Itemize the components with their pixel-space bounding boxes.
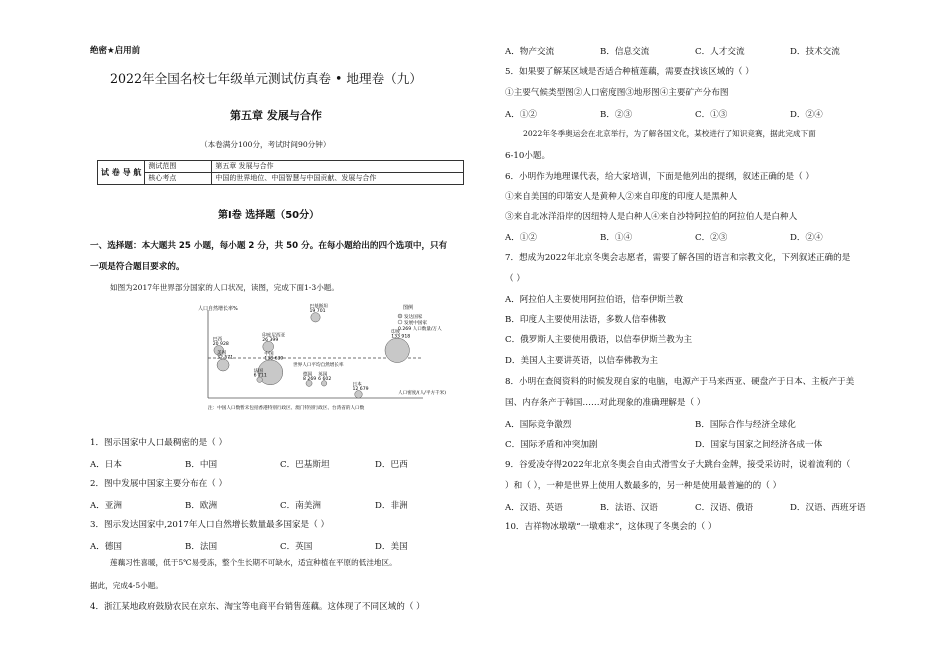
legend-population: 0.269 人口数量/万人 <box>398 327 442 332</box>
section-title: 第Ⅰ卷 选择题（50分） <box>218 210 320 221</box>
q5-option-c: C．①③ <box>695 110 728 120</box>
q4-option-b: B．信息交流 <box>600 47 650 57</box>
chart-note: 注：中国人口数暂未包括香港特别行政区、澳门特别行政区、台湾省的人口数 <box>208 406 365 411</box>
q5-option-a: A．①② <box>505 110 537 120</box>
q7-option-b: B．印度人主要使用法语，多数人信奉佛教 <box>505 315 667 325</box>
chart-point-pop-4: 32 571 <box>217 355 234 361</box>
question-10: 10．吉祥物冰墩墩“一墩难求”，这体现了冬奥会的（ ） <box>505 522 717 532</box>
chart-point-label-6: 法国 <box>253 368 263 374</box>
q8-option-b: B．国际合作与经济全球化 <box>695 420 796 430</box>
guide-row2-value: 中国的世界地位、中国智慧与中国贡献、发展与合作 <box>212 173 464 185</box>
guide-row2-label: 核心考点 <box>145 173 212 185</box>
q9-option-b: B．法语、汉语 <box>600 503 658 513</box>
chart-point-label-8: 英国 <box>318 372 328 378</box>
q1-option-d: D．巴西 <box>375 460 408 470</box>
passage2-line1: 莲藕习性喜暖，低于5℃易受冻，整个生长期不可缺水，适宜种植在平原的低洼地区。 <box>110 558 397 567</box>
question-4: 4．浙江某地政府鼓励农民在京东、淘宝等电商平台销售莲藕。这体现了不同区域的（ ） <box>90 602 425 612</box>
chart-point-label-1: 印度尼西亚 <box>262 333 286 339</box>
chart-point-label-4: 美国 <box>217 350 227 356</box>
q4-option-c: C．人才交流 <box>695 47 745 57</box>
chart-xlabel: 人口密度/(人/平方千米) <box>398 391 447 396</box>
q3-option-c: C．英国 <box>280 542 313 552</box>
question-7-line1: 7．想成为2022年北京冬奥会志愿者，需要了解各国的语言和宗教文化，下列叙述正确的是 <box>505 253 851 263</box>
q2-option-c: C．南美洲 <box>280 501 321 511</box>
chart-point-pop-0: 19 701 <box>309 309 326 315</box>
q6-line2: ③来自北冰洋沿岸的因纽特人是白种人④来自沙特阿拉伯的阿拉伯人是白种人 <box>505 212 798 222</box>
q3-option-b: B．法国 <box>185 542 218 552</box>
q4-option-a: A．物产交流 <box>505 47 555 57</box>
chart-point-pop-6: 6 711 <box>253 373 267 379</box>
instructions-line2: 一项是符合题目要求的。 <box>90 262 185 272</box>
chart-point-pop-8: 6 602 <box>318 377 332 383</box>
q8-option-c: C．国际矛盾和冲突加剧 <box>505 440 598 450</box>
q5-option-b: B．②③ <box>600 110 633 120</box>
question-8-line1: 8．小明在查阅资料的时候发现自家的电脑，电源产于马来西亚、硬盘产于日本、主板产于美 <box>505 377 855 387</box>
chart-point-1 <box>263 341 274 352</box>
legend-marker-developing <box>398 320 402 324</box>
question-2: 2．图中发展中国家主要分布在（ ） <box>90 479 228 489</box>
question-5: 5．如果要了解某区域是否适合种植莲藕，需要查找该区域的（ ） <box>505 67 754 77</box>
question-8-line2: 国、内存条产于韩国……对此现象的准确理解是（ ） <box>505 398 706 408</box>
q9-option-d: D．汉语、西班牙语 <box>790 503 866 513</box>
q6-option-d: D．②④ <box>790 233 823 243</box>
question-6: 6．小明作为地理课代表，给大家培训，下面是他列出的提纲，叙述正确的是（ ） <box>505 172 814 182</box>
chart-legend-title: 图例 <box>403 305 414 311</box>
q3-option-a: A．德国 <box>90 542 122 552</box>
chart-point-4 <box>217 359 229 371</box>
chart-point-label-2: 印度 <box>391 330 401 336</box>
guide-row1-label: 测试范围 <box>145 161 212 173</box>
q5-items: ①主要气候类型图②人口密度图③地形图④主要矿产分布图 <box>505 88 729 98</box>
chart-threshold-label: 世界人口平均自然增长率 <box>293 363 344 368</box>
legend-developing: 发展中国家 <box>404 321 427 326</box>
q6-line1: ①来自美国的印第安人是黄种人②来自印度的印度人是黑种人 <box>505 192 738 202</box>
q2-option-b: B．欧洲 <box>185 501 218 511</box>
q1-option-b: B．中国 <box>185 460 218 470</box>
q9-option-a: A．汉语、英语 <box>505 503 563 513</box>
chart-point-label-7: 德国 <box>303 372 313 378</box>
chapter-title: 第五章 发展与合作 <box>230 109 322 122</box>
legend-developed: 发达国家 <box>404 315 423 320</box>
q9-option-c: C．汉语、俄语 <box>695 503 754 513</box>
q4-option-d: D．技术交流 <box>790 47 840 57</box>
q2-option-d: D．非洲 <box>375 501 408 511</box>
question-9-line2: ）和（ ），一种是世界上使用人数最多的，另一种是使用最普遍的的（ ） <box>505 481 782 491</box>
q3-option-d: D．美国 <box>375 542 408 552</box>
score-note: （本卷满分100分，考试时间90分钟） <box>200 140 331 149</box>
question-9-line1: 9．谷爱凌夺得2022年北京冬奥会自由式滑雪女子大跳台金牌，接受采访时，说着流利的（ <box>505 460 851 470</box>
guide-label: 试 卷 导 航 <box>98 161 145 185</box>
guide-row1-value: 第五章 发展与合作 <box>212 161 464 173</box>
chart-point-pop-5: 138 639 <box>264 356 284 362</box>
q1-option-c: C．巴基斯坦 <box>280 460 330 470</box>
question-1: 1．图示国家中人口最稠密的是（ ） <box>90 438 228 448</box>
page-title: 2022年全国名校七年级单元测试仿真卷 • 地理卷（九） <box>110 71 422 86</box>
chart-point-pop-3: 20 928 <box>212 342 229 348</box>
chart-point-label-0: 巴基斯坦 <box>309 304 328 310</box>
q2-option-a: A．亚洲 <box>90 501 122 511</box>
secret-label: 绝密★启用前 <box>90 46 141 56</box>
chart-point-pop-2: 133 918 <box>391 334 411 340</box>
chart-point-pop-9: 12 679 <box>352 387 369 393</box>
question-7-line2: （ ） <box>505 274 525 284</box>
passage2-line2: 据此，完成4-5小题。 <box>90 581 163 590</box>
question-3: 3．图示发达国家中,2017年人口自然增长数量最多国家是（ ） <box>90 520 330 530</box>
chart-intro: 如图为2017年世界部分国家的人口状况，读图，完成下面1-3小题。 <box>110 283 339 292</box>
instructions-line1: 一、选择题：本大题共 25 小题，每小题 2 分，共 50 分。在每小题给出的四个选项中，只有 <box>90 241 448 251</box>
q6-option-c: C．②③ <box>695 233 728 243</box>
guide-table <box>97 160 464 185</box>
q8-option-a: A．国际竞争激烈 <box>505 420 572 430</box>
q6-option-b: B．①④ <box>600 233 633 243</box>
chart-point-label-9: 日本 <box>352 382 362 388</box>
chart-legend <box>398 304 442 332</box>
q6-option-a: A．①② <box>505 233 537 243</box>
legend-marker-developed <box>398 314 402 318</box>
chart-point-label-3: 巴西 <box>212 337 222 343</box>
q8-option-d: D．国家与国家之间经济各成一体 <box>695 440 823 450</box>
q7-option-a: A．阿拉伯人主要使用阿拉伯语，信奉伊斯兰教 <box>505 295 684 305</box>
chart-point-pop-1: 26 399 <box>262 337 279 343</box>
chart-point-label-5: 中国 <box>264 351 274 357</box>
q1-option-a: A．日本 <box>90 460 122 470</box>
q7-option-d: D．美国人主要讲英语，以信奉佛教为主 <box>505 356 658 366</box>
chart-point-2 <box>385 338 409 362</box>
chart-ylabel: 人口自然增长率% <box>198 306 238 312</box>
population-chart <box>198 302 468 414</box>
passage3-line2: 6-10小题。 <box>505 151 551 161</box>
q7-option-c: C．俄罗斯人主要使用俄语，以信奉伊斯兰教为主 <box>505 335 693 345</box>
q5-option-d: D．②④ <box>790 110 823 120</box>
chart-point-pop-7: 8 269 <box>303 376 317 382</box>
passage3-line1: 2022年冬季奥运会在北京举行，为了解各国文化，某校进行了知识竞赛，据此完成下面 <box>523 129 816 138</box>
